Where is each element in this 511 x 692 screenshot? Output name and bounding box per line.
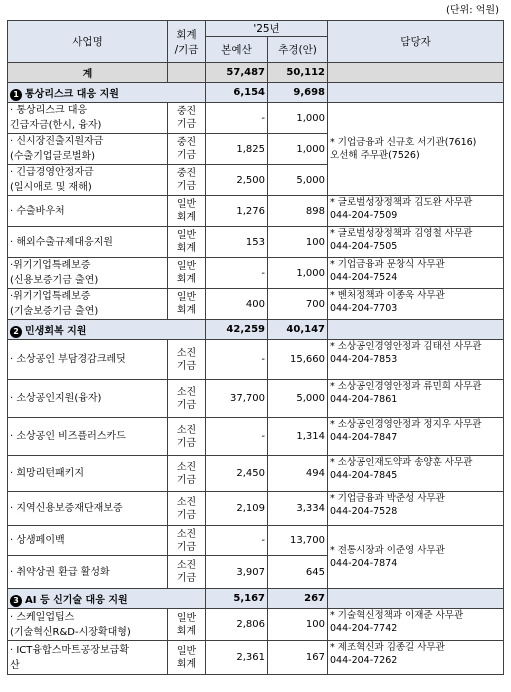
- row-name: · 수출바우처: [8, 196, 168, 227]
- row-budget: 1,825: [206, 134, 268, 165]
- row-budget: 2,361: [206, 641, 268, 675]
- section-supp: 9,698: [268, 83, 328, 103]
- row-type: 소진 기금: [168, 492, 206, 526]
- table-row: [8, 340, 504, 380]
- row-budget: 400: [206, 289, 268, 320]
- row-name: · ICT융합스마트공장보급확 산: [8, 641, 168, 675]
- row-manager: * 소상공인재도약과 송양훈 사무관 044-204-7845: [328, 456, 504, 492]
- row-type: 일반 회계: [168, 641, 206, 675]
- row-name: · 소상공인 비즈플러스카드: [8, 418, 168, 456]
- table-row: [8, 418, 504, 456]
- row-manager: * 글로벌성장정책과 김영철 사무관 044-204-7505: [328, 227, 504, 258]
- table-row: [8, 609, 504, 641]
- row-supp: 1,000: [268, 103, 328, 134]
- row-budget: 2,450: [206, 456, 268, 492]
- row-supp: 100: [268, 609, 328, 641]
- section-row: [8, 83, 504, 103]
- row-name: · 지역신용보증재단재보증: [8, 492, 168, 526]
- row-supp: 494: [268, 456, 328, 492]
- row-budget: 2,500: [206, 165, 268, 196]
- row-type: 소진 기금: [168, 418, 206, 456]
- total-budget: 57,487: [206, 63, 268, 83]
- row-manager: * 벤처정책과 이종욱 사무관 044-204-7703: [328, 289, 504, 320]
- header-budget: 본예산: [206, 37, 268, 63]
- table-row: [8, 641, 504, 675]
- row-supp: 3,334: [268, 492, 328, 526]
- section-row: [8, 589, 504, 609]
- budget-table: [7, 20, 504, 675]
- row-name: · 상생페이백: [8, 526, 168, 556]
- row-type: 일반 회계: [168, 196, 206, 227]
- total-row: [8, 63, 504, 83]
- row-supp: 700: [268, 289, 328, 320]
- section-number-icon: 3: [10, 595, 22, 607]
- row-name: · 신시장진출지원자금 (수출기업글로벌화): [8, 134, 168, 165]
- section-row: [8, 320, 504, 340]
- row-supp: 1,000: [268, 134, 328, 165]
- row-supp: 1,314: [268, 418, 328, 456]
- row-supp: 13,700: [268, 526, 328, 556]
- row-type: 일반 회계: [168, 609, 206, 641]
- row-manager: * 제조혁신과 김종길 사무관 044-204-7262: [328, 641, 504, 675]
- table-row: [8, 258, 504, 289]
- row-type: 일반 회계: [168, 289, 206, 320]
- row-budget: 1,276: [206, 196, 268, 227]
- row-manager: * 전통시장과 이준영 사무관 044-204-7874: [328, 526, 504, 589]
- table-row: [8, 380, 504, 418]
- row-budget: -: [206, 526, 268, 556]
- row-manager: * 기업금융과 문창식 사무관 044-204-7524: [328, 258, 504, 289]
- row-supp: 15,660: [268, 340, 328, 380]
- row-manager: * 소상공인경영안정과 정지우 사무관 044-204-7847: [328, 418, 504, 456]
- row-supp: 5,000: [268, 165, 328, 196]
- row-supp: 5,000: [268, 380, 328, 418]
- section-budget: 6,154: [206, 83, 268, 103]
- table-row: [8, 103, 504, 134]
- row-budget: 2,806: [206, 609, 268, 641]
- row-name: · 스케일업팁스 (기술혁신R&D-시장확대형): [8, 609, 168, 641]
- unit-note: (단위: 억원): [446, 5, 499, 16]
- section-supp: 40,147: [268, 320, 328, 340]
- table-row: [8, 492, 504, 526]
- row-manager: * 기술혁신정책과 이재준 사무관 044-204-7742: [328, 609, 504, 641]
- table-row: [8, 227, 504, 258]
- section-title: 3 AI 등 신기술 대응 지원: [8, 589, 206, 609]
- row-manager: * 기업금융과 신규호 서기관(7616) 오선해 주무관(7526): [328, 103, 504, 196]
- row-budget: 153: [206, 227, 268, 258]
- row-type: 중진 기금: [168, 103, 206, 134]
- table-row: [8, 289, 504, 320]
- row-type: 소진 기금: [168, 380, 206, 418]
- row-name: ·위기기업특례보증 (신용보증기금 출연): [8, 258, 168, 289]
- section-budget: 5,167: [206, 589, 268, 609]
- row-name: · 통상리스크 대응 긴급자금(한시, 융자): [8, 103, 168, 134]
- section-title: 2 민생회복 지원: [8, 320, 206, 340]
- row-supp: 100: [268, 227, 328, 258]
- row-manager: * 소상공인경영안정과 김태선 사무관 044-204-7853: [328, 340, 504, 380]
- row-supp: 645: [268, 556, 328, 589]
- header-year: '25년: [206, 21, 328, 37]
- header-type: 회계 /기금: [168, 21, 206, 63]
- row-budget: 3,907: [206, 556, 268, 589]
- row-name: · 취약상권 환급 활성화: [8, 556, 168, 589]
- section-title: 1 통상리스크 대응 지원: [8, 83, 206, 103]
- row-budget: -: [206, 258, 268, 289]
- row-name: · 해외수출규제대응지원: [8, 227, 168, 258]
- header-manager: 담당자: [328, 21, 504, 63]
- row-type: 소진 기금: [168, 556, 206, 589]
- row-budget: 2,109: [206, 492, 268, 526]
- row-type: 소진 기금: [168, 340, 206, 380]
- row-type: 일반 회계: [168, 258, 206, 289]
- row-supp: 167: [268, 641, 328, 675]
- row-name: · 소상공인 부담경감크레딧: [8, 340, 168, 380]
- row-type: 중진 기금: [168, 134, 206, 165]
- row-name: · 소상공인지원(융자): [8, 380, 168, 418]
- row-type: 소진 기금: [168, 456, 206, 492]
- row-type: 일반 회계: [168, 227, 206, 258]
- table-row: [8, 196, 504, 227]
- row-type: 소진 기금: [168, 526, 206, 556]
- row-budget: -: [206, 418, 268, 456]
- row-budget: -: [206, 103, 268, 134]
- table-row: [8, 456, 504, 492]
- total-supp: 50,112: [268, 63, 328, 83]
- row-manager: * 기업금융과 박준성 사무관 044-204-7528: [328, 492, 504, 526]
- section-budget: 42,259: [206, 320, 268, 340]
- row-budget: 37,700: [206, 380, 268, 418]
- table-row: [8, 526, 504, 556]
- row-name: · 긴급경영안정자금 (일시애로 및 재해): [8, 165, 168, 196]
- header-name: 사업명: [8, 21, 168, 63]
- section-number-icon: 2: [10, 326, 22, 338]
- row-type: 중진 기금: [168, 165, 206, 196]
- row-name: ·위기기업특례보증 (기술보증기금 출연): [8, 289, 168, 320]
- row-manager: * 소상공인경영안정과 류민희 사무관 044-204-7861: [328, 380, 504, 418]
- header-supp: 추경(안): [268, 37, 328, 63]
- row-supp: 898: [268, 196, 328, 227]
- section-number-icon: 1: [10, 89, 22, 101]
- section-supp: 267: [268, 589, 328, 609]
- total-label: 계: [8, 63, 168, 83]
- row-budget: -: [206, 340, 268, 380]
- row-name: · 희망리턴패키지: [8, 456, 168, 492]
- row-supp: 1,000: [268, 258, 328, 289]
- row-manager: * 글로벌성장정책과 김도완 사무관 044-204-7509: [328, 196, 504, 227]
